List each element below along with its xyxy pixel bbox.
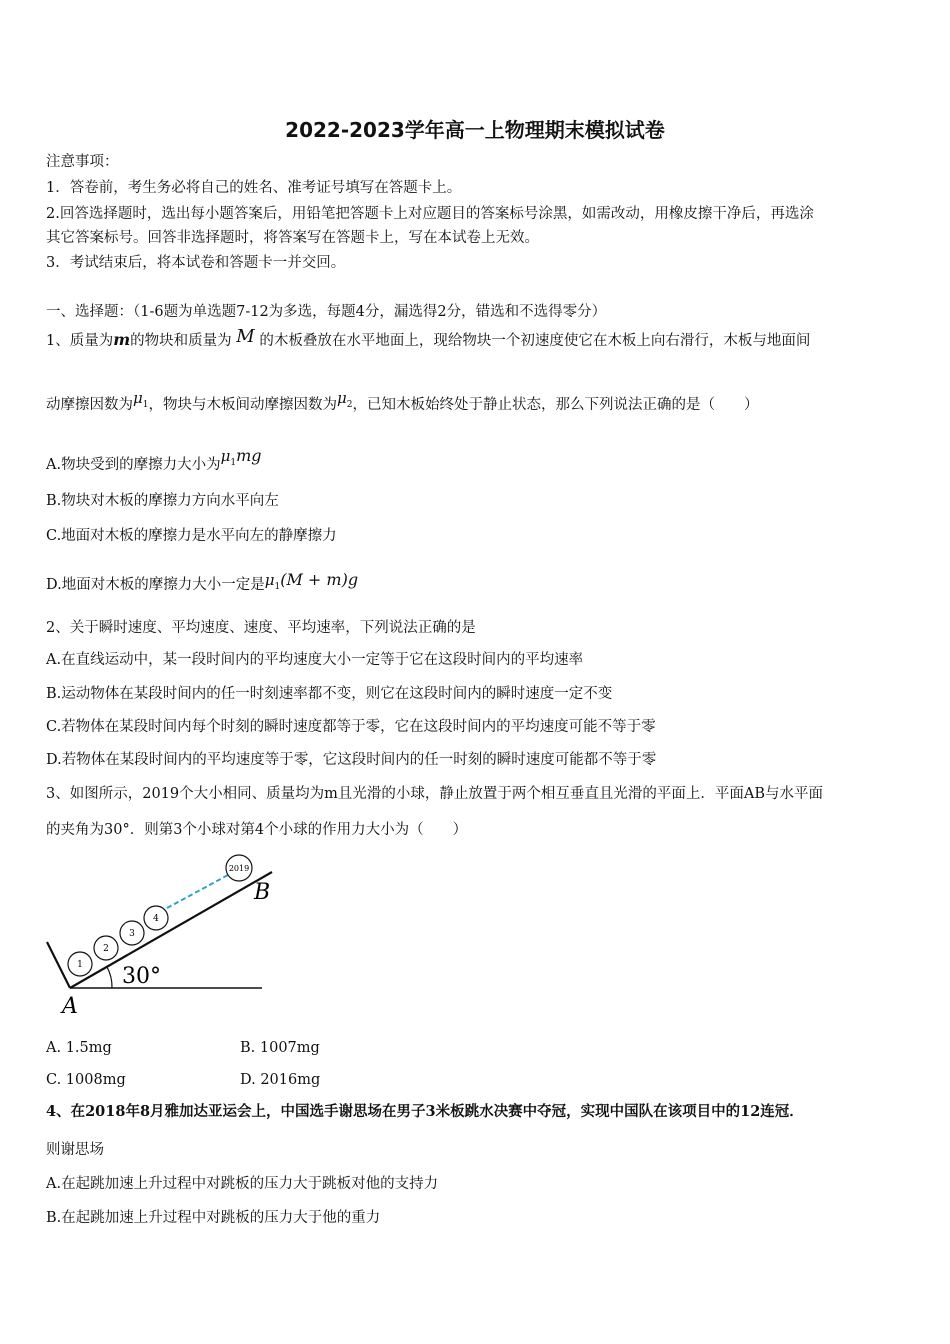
svg-text:3: 3 xyxy=(129,929,135,939)
ball-2 xyxy=(94,936,118,960)
q1-mu2: $\mu_2$ xyxy=(336,389,353,410)
q2-option-c: C.若物体在某段时间内每个时刻的瞬时速度都等于零，它在这段时间内的平均速度可能不等于零 xyxy=(46,719,656,735)
q1-option-c: C.地面对木板的摩擦力是水平向左的静摩擦力 xyxy=(46,528,337,544)
q1-stem-1c: 的木板叠放在水平地面上，现给物块一个初速度使它在木板上向右滑行，木板与地面间 xyxy=(259,333,811,349)
q3-option-b: B. 1007mg xyxy=(240,1040,320,1056)
notice-item-2-cont: 其它答案标号。回答非选择题时，将答案写在答题卡上，写在本试卷上无效。 xyxy=(46,230,539,246)
notice-item-3: 3．考试结束后，将本试卷和答题卡一并交回。 xyxy=(46,255,346,271)
angle-arc xyxy=(107,967,112,988)
q2-option-a: A.在直线运动中，某一段时间内的平均速度大小一定等于它在这段时间内的平均速率 xyxy=(46,652,584,668)
q4-option-b: B.在起跳加速上升过程中对跳板的压力大于他的重力 xyxy=(46,1210,381,1226)
q2-option-d: D.若物体在某段时间内的平均速度等于零，它这段时间内的任一时刻的瞬时速度可能都不等于零 xyxy=(46,752,657,768)
section-heading: 一、选择题：（1-6题为单选题7-12为多选，每题4分，漏选得2分，错选和不选得零分） xyxy=(46,304,607,320)
q1-option-d-text: D.地面对木板的摩擦力大小一定是 xyxy=(46,577,265,593)
q2-option-b: B.运动物体在某段时间内的任一时刻速率都不变，则它在这段时间内的瞬时速度一定不变 xyxy=(46,686,613,702)
q3-stem-line1: 3、如图所示，2019个大小相同、质量均为m且光滑的小球，静止放置于两个相互垂直且光滑的平面上．平面AB与水平面 xyxy=(46,786,823,802)
q3-options-row1 xyxy=(46,1038,320,1058)
q1-option-d-math: $\mu_1(M + m)g$ xyxy=(264,570,359,592)
q3-stem-line2: 的夹角为30°．则第3个小球对第4个小球的作用力大小为（ ） xyxy=(46,822,468,838)
q1-stem-2a: 动摩擦因数为 xyxy=(46,397,133,413)
svg-text:2019: 2019 xyxy=(228,864,250,873)
point-a-label: A xyxy=(62,994,78,1019)
incline-ab-line xyxy=(70,872,272,988)
ball-4 xyxy=(144,906,168,930)
q1-var-M: M xyxy=(236,326,255,347)
notice-heading: 注意事项： xyxy=(46,154,119,170)
q1-option-a-text: A.物块受到的摩擦力大小为 xyxy=(46,457,221,473)
q1-mu1: $\mu_1$ xyxy=(133,389,149,410)
q3-option-d: D. 2016mg xyxy=(240,1072,321,1088)
q1-option-a xyxy=(46,446,262,475)
svg-text:1: 1 xyxy=(77,960,83,970)
q3-option-a: A. 1.5mg xyxy=(46,1040,112,1056)
q4-stem-line1: 4、在2018年8月雅加达亚运会上，中国选手谢思场在男子3米板跳水决赛中夺冠，实现中国队在该项目中的12连冠． xyxy=(46,1103,804,1120)
q2-stem: 2、关于瞬时速度、平均速度、速度、平均速率，下列说法正确的是 xyxy=(46,620,476,636)
point-b-label: B xyxy=(254,880,271,905)
q1-option-d xyxy=(46,570,358,597)
q1-stem-1a: 1、质量为 xyxy=(46,333,114,349)
q1-stem-line1 xyxy=(46,327,810,351)
q1-stem-1b: 的物块和质量为 xyxy=(130,333,232,349)
ball-3 xyxy=(120,921,144,945)
q1-stem-2c: ，已知木板始终处于静止状态，那么下列说法正确的是（ ） xyxy=(352,397,759,413)
q1-option-a-math: $\mu_1mg$ xyxy=(220,446,262,468)
q1-stem-2b: ，物块与木板间动摩擦因数为 xyxy=(148,397,337,413)
notice-item-1: 1．答卷前，考生务必将自己的姓名、准考证号填写在答题卡上。 xyxy=(46,180,462,196)
short-plane-line xyxy=(47,942,70,988)
q1-stem-line2 xyxy=(46,388,758,415)
angle-label: 30° xyxy=(122,964,161,989)
q1-option-b: B.物块对木板的摩擦力方向水平向左 xyxy=(46,493,279,509)
q4-stem-line2: 则谢思场 xyxy=(46,1142,104,1158)
q4-option-a: A.在起跳加速上升过程中对跳板的压力大于跳板对他的支持力 xyxy=(46,1176,439,1192)
q3-option-c: C. 1008mg xyxy=(46,1072,126,1088)
q1-var-m: m xyxy=(113,330,131,349)
notice-item-2: 2.回答选择题时，选出每小题答案后，用铅笔把答题卡上对应题目的答案标号涂黑，如需改动，用橡皮擦干净后，再选涂 xyxy=(46,206,814,222)
q3-figure xyxy=(40,850,280,1020)
ball-2019 xyxy=(226,855,252,881)
svg-text:4: 4 xyxy=(153,914,159,924)
ball-1 xyxy=(68,952,92,976)
q3-options-row2 xyxy=(46,1070,321,1090)
svg-text:2: 2 xyxy=(103,944,109,954)
page-title: 2022-2023学年高一上物理期末模拟试卷 xyxy=(285,118,665,142)
